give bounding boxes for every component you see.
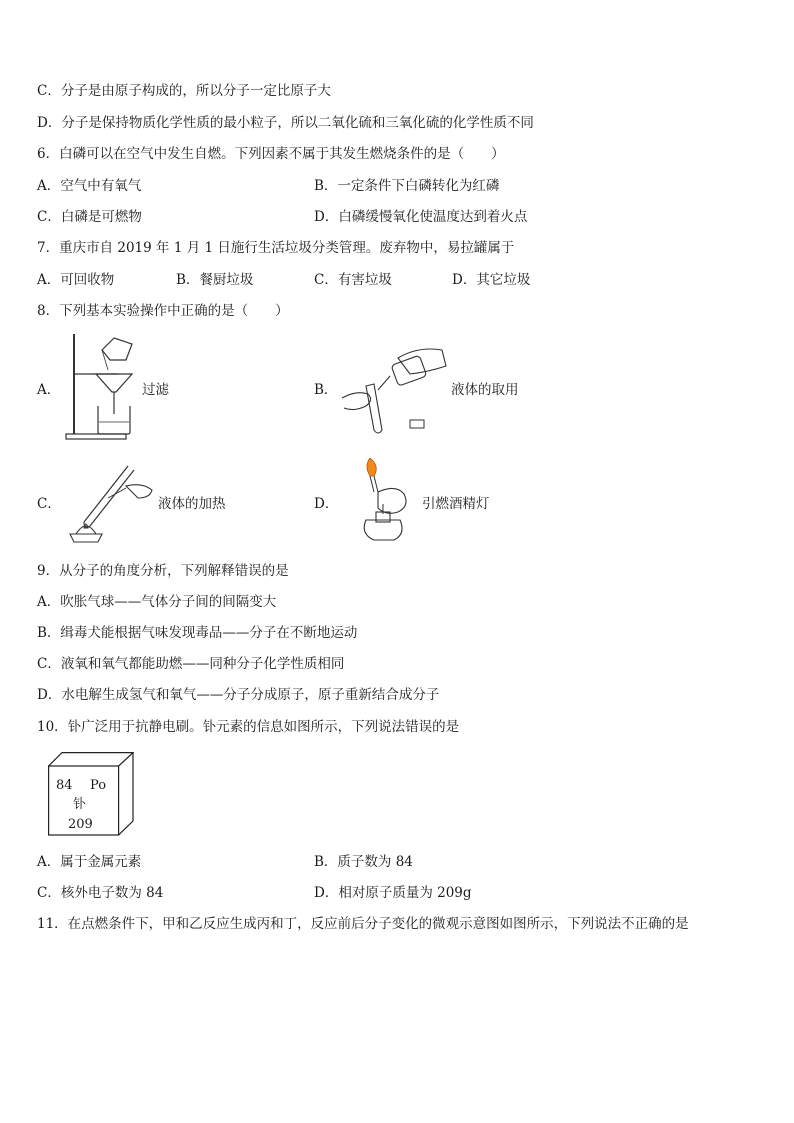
liquid-pouring-image <box>338 338 450 436</box>
q10-stem: 10．钋广泛用于抗静电刷。钋元素的信息如图所示，下列说法错误的是 <box>37 719 460 735</box>
q8-option-a-letter[interactable]: A． <box>37 382 61 398</box>
q8-option-b-label: 液体的取用 <box>451 382 519 398</box>
q10-option-d[interactable]: D．相对原子质量为 209g <box>314 885 472 901</box>
q8-option-c-letter[interactable]: C． <box>37 496 61 512</box>
element-atomic-number: 84 <box>56 778 73 793</box>
polonium-element-tile <box>48 752 134 836</box>
q8-option-a-label: 过滤 <box>142 382 169 398</box>
liquid-heating-image <box>62 458 158 544</box>
element-atomic-mass: 209 <box>68 817 93 832</box>
alcohol-lamp-image <box>340 458 416 544</box>
q8-option-d-letter[interactable]: D． <box>314 496 339 512</box>
q9-option-c[interactable]: C．液氧和氧气都能助燃——同种分子化学性质相同 <box>37 656 345 672</box>
q7-stem: 7．重庆市自 2019 年 1 月 1 日施行生活垃圾分类管理。废弃物中，易拉罐属于 <box>37 240 515 256</box>
element-name: 钋 <box>73 797 87 812</box>
q8-option-c-label: 液体的加热 <box>158 496 226 512</box>
q9-stem: 9．从分子的角度分析，下列解释错误的是 <box>37 563 289 579</box>
q8-stem: 8．下列基本实验操作中正确的是（ ） <box>37 303 289 319</box>
q5-option-d: D．分子是保持物质化学性质的最小粒子，所以二氧化硫和三氧化硫的化学性质不同 <box>37 115 534 131</box>
q7-option-c[interactable]: C．有害垃圾 <box>314 272 392 288</box>
q7-option-d[interactable]: D．其它垃圾 <box>452 272 531 288</box>
q5-option-c: C．分子是由原子构成的，所以分子一定比原子大 <box>37 83 331 99</box>
q6-option-b[interactable]: B．一定条件下白磷转化为红磷 <box>314 178 500 194</box>
q10-option-a[interactable]: A．属于金属元素 <box>37 854 142 870</box>
q9-option-a[interactable]: A．吹胀气球——气体分子间的间隔变大 <box>37 594 277 610</box>
q6-option-d[interactable]: D．白磷缓慢氧化使温度达到着火点 <box>314 209 528 225</box>
q10-option-c[interactable]: C．核外电子数为 84 <box>37 885 164 901</box>
q8-option-b-letter[interactable]: B． <box>314 382 338 398</box>
q8-option-d-label: 引燃酒精灯 <box>422 496 490 512</box>
filtration-apparatus-image <box>62 330 142 442</box>
q10-option-b[interactable]: B．质子数为 84 <box>314 854 413 870</box>
q9-option-b[interactable]: B．缉毒犬能根据气味发现毒品——分子在不断地运动 <box>37 625 358 641</box>
q6-option-a[interactable]: A．空气中有氧气 <box>37 178 142 194</box>
q9-option-d[interactable]: D．水电解生成氢气和氧气——分子分成原子，原子重新结合成分子 <box>37 687 440 703</box>
q6-stem: 6．白磷可以在空气中发生自燃。下列因素不属于其发生燃烧条件的是（ ） <box>37 146 505 162</box>
element-symbol: Po <box>90 778 107 793</box>
q7-option-b[interactable]: B．餐厨垃圾 <box>176 272 254 288</box>
q6-option-c[interactable]: C．白磷是可燃物 <box>37 209 142 225</box>
q7-option-a[interactable]: A．可回收物 <box>37 272 115 288</box>
q11-stem: 11．在点燃条件下，甲和乙反应生成丙和丁，反应前后分子变化的微观示意图如图所示，下列说法不正确的是 <box>37 916 689 932</box>
